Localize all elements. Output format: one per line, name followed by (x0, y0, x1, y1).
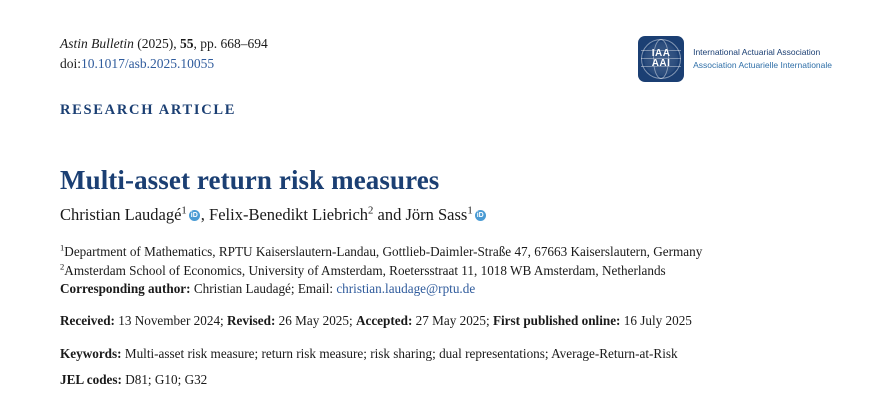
author-name-1: Christian Laudagé (60, 205, 182, 224)
journal-year: (2025), (133, 36, 180, 51)
globe-icon (638, 36, 684, 82)
jel-codes-line (60, 372, 832, 388)
first-published-label: First published online: (492, 313, 621, 328)
iaa-logo (638, 36, 832, 82)
corresponding-author-email-link[interactable]: christian.laudage@rptu.de (336, 281, 476, 296)
journal-citation-block (60, 34, 268, 73)
publication-dates (60, 313, 832, 329)
orcid-icon[interactable] (475, 210, 486, 221)
keywords-label: Keywords: (60, 346, 122, 361)
doi-link[interactable]: 10.1017/asb.2025.10055 (81, 55, 215, 71)
affiliation-item (60, 243, 832, 262)
journal-citation-line (60, 34, 268, 54)
received-value: 13 November 2024; (114, 313, 227, 328)
first-published-value: 16 July 2025 (620, 313, 692, 328)
logo-letters-line1: IAA (651, 48, 671, 59)
page-header (60, 34, 832, 82)
corresponding-author-name: Christian Laudagé; Email: (190, 281, 337, 296)
affiliation-text: Amsterdam School of Economics, University of Amsterdam, Roetersstraat 11, 1018 WB Amsterdam, Netherlands (64, 262, 666, 278)
logo-wordmark-line2: Association Actuarielle Internationale (693, 60, 832, 70)
doi-line (60, 54, 268, 74)
affiliation-list (60, 243, 832, 280)
revised-value: 26 May 2025; (275, 313, 356, 328)
doi-label: doi: (60, 55, 82, 71)
jel-codes-label: JEL codes: (60, 372, 122, 387)
logo-wordmark (693, 46, 832, 72)
page-title: Multi-asset return risk measures (60, 165, 440, 196)
corresponding-author-label: Corresponding author: (60, 281, 191, 296)
affiliation-text: Department of Mathematics, RPTU Kaiserslautern-Landau, Gottlieb-Daimler-Straße 47, 67663 Kaiserslautern, Germany (64, 244, 703, 259)
corresponding-author (60, 281, 832, 297)
accepted-value: 27 May 2025; (412, 313, 493, 328)
author-name-2: , Felix-Benedikt Liebrich (200, 205, 369, 224)
revised-label: Revised: (227, 313, 276, 328)
author-affil-marker-3: 1 (467, 204, 473, 217)
affiliation-marker: 1 (60, 242, 65, 253)
author-affil-marker-2: 2 (368, 204, 374, 217)
keywords-value: Multi-asset risk measure; return risk measure; risk sharing; dual representations; Average-Return-at-Risk (121, 346, 678, 361)
journal-volume: 55 (180, 36, 194, 51)
journal-pages: , pp. 668–694 (193, 36, 268, 51)
affiliation-item (60, 262, 832, 281)
accepted-label: Accepted: (355, 313, 413, 328)
keywords-line (60, 346, 832, 362)
author-name-3: and Jörn Sass (373, 205, 468, 224)
affiliation-marker: 2 (60, 261, 65, 272)
journal-name: Astin Bulletin (60, 36, 134, 51)
orcid-icon[interactable] (189, 210, 200, 221)
author-list (60, 205, 487, 225)
article-type-label: RESEARCH ARTICLE (60, 102, 237, 118)
received-label: Received: (60, 313, 115, 328)
logo-wordmark-line1: International Actuarial Association (693, 46, 821, 57)
jel-codes-value: D81; G10; G32 (121, 372, 208, 387)
logo-letters (652, 49, 671, 69)
author-affil-marker-1: 1 (181, 204, 187, 217)
logo-letters-line2: AAI (651, 58, 671, 69)
